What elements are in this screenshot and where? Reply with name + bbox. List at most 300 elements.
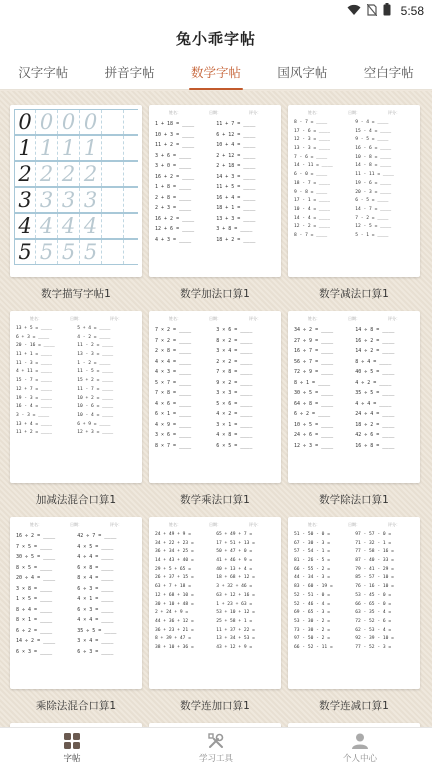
- problem: 16 - 4 = ____: [16, 404, 52, 410]
- problem: 6 - 0 = ____: [294, 172, 328, 178]
- problem: 41 + 46 + 9 =: [216, 558, 253, 564]
- worksheet-thumbnail: [149, 105, 281, 277]
- problem: 4 × 4 = ____: [155, 358, 192, 365]
- worksheet-list[interactable]: [0, 91, 432, 727]
- problem-row: [155, 388, 275, 399]
- worksheet-thumbnail: [149, 517, 281, 689]
- worksheet-card[interactable]: [149, 105, 281, 303]
- problem-row: [16, 647, 136, 658]
- problem: 3 + 32 + 46 =: [216, 584, 253, 590]
- problem: 29 + 5 + 65 =: [155, 566, 191, 572]
- problem: 67 - 30 - 3 =: [294, 540, 330, 546]
- problem: 9 - 5 = ____: [355, 137, 389, 143]
- problem: 6 × 8 = ____: [77, 564, 114, 571]
- digit-cell: 4: [14, 214, 36, 238]
- tab-hanzi[interactable]: 汉字字帖: [18, 64, 69, 80]
- problem-row: [294, 325, 414, 336]
- sheet-header: [155, 110, 275, 116]
- problem: 72 - 52 - 6 =: [355, 618, 392, 624]
- problem-row: [294, 540, 414, 549]
- problem: 5 × 6 = ____: [216, 400, 253, 407]
- worksheet-thumbnail: [288, 311, 420, 483]
- problem-row: [155, 336, 275, 347]
- problem: 7 × 8 = ____: [216, 369, 253, 375]
- problem: 44 + 36 + 12 =: [155, 618, 194, 624]
- problem: 14 ÷ 2 = ____: [16, 638, 56, 644]
- problem: 53 + 10 + 12 =: [216, 610, 255, 616]
- problem-row: [294, 223, 414, 232]
- problem: 40 ÷ 5 = ____: [355, 369, 395, 375]
- sheet-header-score: 评分：: [388, 110, 400, 115]
- worksheet-card[interactable]: [10, 517, 142, 715]
- sheet-header-score: 评分：: [110, 316, 122, 321]
- problem: 38 + 10 + 36 =: [155, 644, 194, 650]
- problem: 24 ÷ 6 = ____: [294, 432, 334, 438]
- problem: 77 - 58 - 16 =: [355, 549, 394, 555]
- problem: 6 ÷ 2 = ____: [16, 627, 53, 634]
- worksheet-thumbnail: [10, 517, 142, 689]
- problem-row: [16, 386, 136, 395]
- problem-row: [155, 203, 275, 214]
- problem: 4 - 2 = ____: [77, 334, 111, 340]
- worksheet-title: 数学乘法口算1: [180, 494, 250, 506]
- problem: 9 - 4 = ____: [355, 120, 389, 125]
- grid-icon: [63, 732, 81, 750]
- problem: 6 ÷ 2 = ____: [294, 411, 331, 417]
- problem: 14 - 8 = ____: [355, 163, 392, 169]
- problem: 17 - 1 = ____: [294, 198, 330, 204]
- digit-cell: [102, 136, 124, 160]
- problem-row: [155, 618, 275, 627]
- tools-icon: [207, 732, 225, 750]
- problem: 18 ÷ 2 = ____: [355, 421, 395, 428]
- problem-row: [155, 420, 275, 431]
- nav-label: 字帖: [63, 754, 81, 764]
- problem-row: [155, 130, 275, 141]
- problem: 6 + 12 = ____: [216, 131, 256, 138]
- problem-row: [155, 592, 275, 601]
- status-bar: [0, 0, 432, 22]
- problem: 25 + 58 + 1 =: [216, 618, 253, 624]
- problem: 57 - 54 - 1 =: [294, 549, 330, 555]
- problem: 97 - 50 - 2 =: [294, 636, 330, 642]
- sheet-header-name: 姓名：: [30, 522, 42, 527]
- problem: 19 - 3 = ____: [16, 395, 52, 401]
- writing-row: [14, 239, 138, 265]
- problem-row: [294, 119, 414, 128]
- problem-row: [155, 557, 275, 566]
- writing-row: [14, 161, 138, 187]
- problem-row: [294, 574, 414, 583]
- problem: 85 - 57 - 10 =: [355, 575, 394, 581]
- problem: 20 - 3 = ____: [355, 189, 392, 195]
- problem-row: [16, 421, 136, 430]
- problem: 8 × 4 = ____: [77, 575, 114, 581]
- problem-row: [16, 542, 136, 553]
- problem: 10 - 6 = ____: [77, 404, 114, 410]
- problem-row: [16, 531, 136, 542]
- problem: 18 + 1 = ____: [216, 205, 256, 211]
- problem-row: [294, 557, 414, 566]
- problem: 36 + 34 + 25 =: [155, 549, 194, 555]
- problem-row: [294, 430, 414, 441]
- problem: 4 × 1 = ____: [77, 596, 114, 602]
- problem-row: [294, 566, 414, 575]
- problem: 10 + 4 = ____: [216, 142, 256, 148]
- problem-row: [155, 119, 275, 130]
- problem: 71 - 32 - 1 =: [355, 540, 392, 546]
- problem: 87 - 40 - 33 =: [355, 558, 394, 564]
- problem-row: [155, 182, 275, 193]
- sheet-header: [294, 316, 414, 322]
- problem: 30 ÷ 5 = ____: [16, 554, 56, 560]
- problem: 6 + 3 = ____: [16, 334, 50, 340]
- problem: 3 + 8 = ____: [216, 226, 253, 232]
- nav-item-copybook[interactable]: [22, 732, 122, 764]
- problem: 69 - 65 - 3 =: [294, 610, 330, 616]
- problem: 50 + 47 + 0 =: [216, 549, 253, 555]
- problem: 12 ÷ 3 = ____: [294, 442, 334, 449]
- wifi-icon: [347, 4, 361, 19]
- category-tabs: [0, 54, 432, 90]
- worksheet-card[interactable]: [149, 517, 281, 715]
- problem-row: [155, 367, 275, 378]
- sheet-header-score: 评分：: [249, 522, 261, 527]
- problem: 43 + 12 + 9 =: [216, 644, 253, 650]
- problem-row: [155, 140, 275, 151]
- worksheet-title: 数学连减口算1: [319, 700, 389, 712]
- problem: 44 - 34 - 3 =: [294, 575, 330, 581]
- person-icon: [351, 732, 369, 750]
- problem: 7 × 2 = ____: [155, 327, 192, 333]
- problem: 7 - 6 = ____: [294, 154, 328, 160]
- problem: 11 - 2 = ____: [77, 343, 114, 349]
- writing-row: [14, 109, 138, 135]
- worksheet-card[interactable]: [10, 105, 142, 303]
- problem: 2 × 2 = ____: [216, 358, 253, 365]
- writing-row: [14, 187, 138, 213]
- problem: 4 × 3 = ____: [155, 369, 192, 375]
- problem: 53 - 30 - 2 =: [294, 618, 330, 624]
- problem-row: [16, 368, 136, 377]
- problem-row: [294, 171, 414, 180]
- problem: 15 + 2 = ____: [77, 378, 114, 384]
- problem: 52 - 51 - 0 =: [294, 592, 330, 598]
- problem-row: [155, 224, 275, 235]
- problem: 8 + 39 + 47 =: [155, 636, 191, 642]
- problem: 27 ÷ 9 = ____: [294, 337, 334, 344]
- problem: 6 ÷ 3 = ____: [77, 648, 114, 655]
- problem-row: [294, 136, 414, 145]
- problem: 1 + 18 = ____: [155, 121, 195, 127]
- problem-row: [155, 151, 275, 162]
- problem-row: [16, 563, 136, 574]
- problem: 11 - 3 = ____: [16, 360, 52, 366]
- problem-row: [294, 592, 414, 601]
- problem: 13 + 4 = ____: [16, 421, 52, 427]
- problem-row: [155, 346, 275, 357]
- problem-row: [155, 430, 275, 441]
- writing-row: [14, 135, 138, 161]
- problem: 26 + 37 + 15 =: [155, 575, 194, 581]
- problem-row: [294, 206, 414, 215]
- sheet-header: [294, 110, 414, 116]
- problem: 4 × 5 = ____: [77, 543, 114, 550]
- problem: 11 - 5 = ____: [77, 369, 114, 375]
- problem-row: [294, 128, 414, 137]
- digit-cell: [102, 162, 124, 186]
- sheet-header-name: 姓名：: [169, 110, 181, 115]
- sheet-header-name: 姓名：: [308, 522, 320, 527]
- problem: 77 - 52 - 3 =: [355, 644, 392, 650]
- sheet-header-score: 评分：: [110, 522, 122, 527]
- sheet-header: [155, 316, 275, 322]
- problem: 4 × 6 = ____: [155, 400, 192, 407]
- problem: 51 - 50 - 0 =: [294, 532, 330, 537]
- problem-row: [294, 215, 414, 224]
- problem: 3 - 3 = ____: [16, 412, 50, 418]
- problem: 66 - 65 - 0 =: [355, 601, 392, 607]
- problem: 34 ÷ 2 = ____: [294, 327, 334, 333]
- worksheet-card[interactable]: [288, 517, 420, 715]
- sheet-header-date: 日期：: [209, 110, 221, 115]
- problem: 7 × 2 = ____: [155, 337, 192, 344]
- problem: 11 - 7 = ____: [77, 386, 114, 392]
- digit-cell: 3: [36, 188, 58, 212]
- problem: 6 ÷ 3 = ____: [77, 585, 114, 592]
- worksheet-card[interactable]: [288, 311, 420, 509]
- problem: 2 + 12 = ____: [216, 152, 256, 159]
- problem: 4 × 2 = ____: [216, 411, 253, 417]
- digit-cell: 2: [36, 162, 58, 186]
- problem: 7 - 2 = ____: [355, 215, 389, 221]
- problem: 73 - 30 - 2 =: [294, 627, 330, 633]
- worksheet-card[interactable]: [10, 311, 142, 509]
- digit-cell: 2: [14, 162, 36, 186]
- digit-cell: [102, 188, 124, 212]
- problem: 14 + 3 = ____: [216, 173, 256, 180]
- problem-row: [155, 583, 275, 592]
- problem-row: [155, 409, 275, 420]
- problem-row: [16, 360, 136, 369]
- tab-math[interactable]: 数学字帖: [187, 57, 245, 87]
- sheet-header: [294, 522, 414, 528]
- problem: 16 ÷ 8 = ____: [355, 442, 395, 449]
- problem-row: [294, 420, 414, 431]
- problem-row: [16, 395, 136, 404]
- digit-cell: 4: [58, 214, 80, 238]
- digit-cell: 2: [58, 162, 80, 186]
- problem: 12 - 5 = ____: [355, 224, 392, 230]
- problem: 16 ÷ 2 = ____: [16, 533, 56, 539]
- problem: 8 × 2 = ____: [216, 337, 253, 344]
- problem: 81 - 26 - 5 =: [294, 558, 330, 564]
- problem: 4 ÷ 4 = ____: [355, 400, 392, 407]
- problem: 10 + 3 = ____: [155, 131, 195, 138]
- tab-blank[interactable]: 空白字帖: [363, 64, 414, 80]
- problem: 3 × 4 = ____: [216, 348, 253, 354]
- problem: 4 + 3 = ____: [155, 236, 192, 243]
- sheet-header-date: 日期：: [348, 522, 360, 527]
- problem-row: [16, 351, 136, 360]
- digit-cell: 0: [36, 110, 58, 134]
- problem: 12 + 6 = ____: [155, 226, 195, 232]
- problem: 10 - 4 = ____: [294, 206, 330, 212]
- problem-row: [155, 627, 275, 636]
- problem: 34 + 22 + 23 =: [155, 540, 194, 546]
- tab-pinyin[interactable]: 拼音字帖: [104, 64, 155, 80]
- problem-row: [294, 162, 414, 171]
- digit-cell: 1: [36, 136, 58, 160]
- problem: 63 + 12 + 16 =: [216, 592, 255, 598]
- digit-cell: 4: [36, 214, 58, 238]
- problem: 11 + 2 = ____: [155, 142, 195, 148]
- problem: 3 × 8 = ____: [16, 585, 53, 592]
- digit-cell: 1: [58, 136, 80, 160]
- problem: 1 + 23 + 63 =: [216, 601, 253, 607]
- problem-row: [155, 531, 275, 540]
- problem: 16 + 2 = ____: [155, 215, 195, 222]
- nav-label: 学习工具: [198, 754, 233, 764]
- digit-cell: 4: [80, 214, 102, 238]
- problem: 35 ÷ 5 = ____: [77, 627, 117, 634]
- sheet-header-name: 姓名：: [308, 316, 320, 321]
- problem: 3 × 3 = ____: [216, 390, 253, 396]
- problem: 3 × 1 = ____: [216, 421, 253, 428]
- nav-item-tools[interactable]: [166, 732, 266, 764]
- problem: 14 + 43 + 40 =: [155, 558, 194, 564]
- digit-cell: [102, 214, 124, 238]
- problem: 64 ÷ 8 = ____: [294, 400, 334, 407]
- problem: 18 - 7 = ____: [294, 180, 330, 186]
- problem: 20 ÷ 4 = ____: [16, 575, 56, 581]
- problem: 11 + 5 = ____: [216, 184, 256, 190]
- problem: 66 - 55 - 2 =: [294, 566, 330, 572]
- digit-cell: 0: [58, 110, 80, 134]
- sheet-header-date: 日期：: [348, 316, 360, 321]
- problem-row: [16, 334, 136, 343]
- problem: 12 - 3 = ____: [294, 137, 330, 143]
- problem-row: [155, 548, 275, 557]
- worksheet-title: 数学加法口算1: [180, 288, 250, 300]
- problem-row: [155, 566, 275, 575]
- worksheet-title: 数学连加口算1: [180, 700, 250, 712]
- digit-cell: [102, 110, 124, 134]
- worksheet-title: 乘除法混合口算1: [35, 700, 117, 712]
- status-time: 5:58: [400, 4, 424, 18]
- problem: 13 + 5 = ____: [16, 326, 52, 331]
- problem: 12 - 2 = ____: [294, 224, 330, 230]
- problem-row: [155, 601, 275, 610]
- problem-row: [155, 609, 275, 618]
- problem-row: [294, 627, 414, 636]
- sheet-header-date: 日期：: [209, 316, 221, 321]
- worksheet-card[interactable]: [288, 105, 420, 303]
- problem: 19 - 6 = ____: [355, 180, 392, 186]
- problem-row: [294, 346, 414, 357]
- problem: 56 ÷ 7 = ____: [294, 358, 334, 365]
- problem: 92 - 39 - 10 =: [355, 636, 394, 642]
- digit-cell: 5: [14, 240, 36, 264]
- digit-cell: 2: [80, 162, 102, 186]
- problem-row: [294, 531, 414, 540]
- problem: 6 + 9 = ____: [77, 421, 111, 427]
- problem-row: [294, 154, 414, 163]
- problem: 3 × 4 = ____: [77, 638, 114, 644]
- problem: 13 - 3 = ____: [294, 146, 330, 152]
- problem-row: [294, 548, 414, 557]
- problem: 83 - 60 - 19 =: [294, 584, 333, 590]
- problem-row: [294, 644, 414, 653]
- problem: 12 + 3 = ____: [77, 430, 114, 436]
- problem-row: [16, 403, 136, 412]
- problem: 76 - 16 - 10 =: [355, 584, 394, 590]
- problem-row: [294, 601, 414, 610]
- problem-row: [16, 584, 136, 595]
- nav-item-profile[interactable]: [310, 732, 410, 764]
- problem: 63 + 7 + 18 =: [155, 584, 191, 590]
- problem-row: [294, 189, 414, 198]
- digit-cell: 3: [14, 188, 36, 212]
- problem-row: [155, 399, 275, 410]
- problem: 6 - 5 = ____: [355, 198, 389, 204]
- problem-row: [155, 193, 275, 204]
- sheet-header-score: 评分：: [249, 110, 261, 115]
- problem: 16 - 6 = ____: [355, 146, 392, 152]
- problem: 52 - 46 - 4 =: [294, 601, 330, 607]
- writing-row: [14, 213, 138, 239]
- digit-cell: 1: [80, 136, 102, 160]
- problem: 14 ÷ 2 = ____: [355, 348, 395, 354]
- digit-cell: 1: [14, 136, 36, 160]
- digit-cell: 0: [14, 110, 36, 134]
- problem: 17 + 51 + 13 =: [216, 540, 255, 546]
- problem-row: [294, 409, 414, 420]
- problem: 4 × 8 = ____: [216, 432, 253, 438]
- problem: 30 + 10 + 48 =: [155, 601, 194, 607]
- problem: 79 - 41 - 29 =: [355, 566, 394, 572]
- sheet-header-date: 日期：: [348, 110, 360, 115]
- problem-row: [294, 180, 414, 189]
- bottom-nav: [0, 727, 432, 768]
- worksheet-grid: [10, 105, 422, 727]
- problem-row: [155, 644, 275, 653]
- problem: 8 ÷ 1 = ____: [294, 379, 331, 386]
- sheet-header-score: 评分：: [249, 316, 261, 321]
- sheet-header-date: 日期：: [70, 316, 82, 321]
- problem: 36 + 23 + 21 =: [155, 627, 194, 633]
- tab-guofeng[interactable]: 国风字帖: [277, 64, 328, 80]
- problem-row: [155, 441, 275, 452]
- problem-row: [16, 615, 136, 626]
- problem-row: [16, 552, 136, 563]
- worksheet-thumbnail: [288, 517, 420, 689]
- problem-row: [155, 540, 275, 549]
- worksheet-card[interactable]: [149, 311, 281, 509]
- problem-row: [155, 172, 275, 183]
- problem: 3 + 0 = ____: [155, 163, 192, 169]
- problem: 6 × 3 = ____: [16, 648, 53, 655]
- problem-row: [16, 412, 136, 421]
- page-title: 兔小乖字帖: [175, 29, 256, 48]
- problem-row: [16, 594, 136, 605]
- problem: 2 × 8 = ____: [155, 348, 192, 354]
- problem: 15 - 7 = ____: [16, 378, 52, 384]
- problem: 1 - 2 = ____: [77, 360, 111, 366]
- problem-row: [16, 636, 136, 647]
- problem: 8 ÷ 4 = ____: [16, 606, 53, 613]
- problem: 6 × 5 = ____: [216, 442, 253, 449]
